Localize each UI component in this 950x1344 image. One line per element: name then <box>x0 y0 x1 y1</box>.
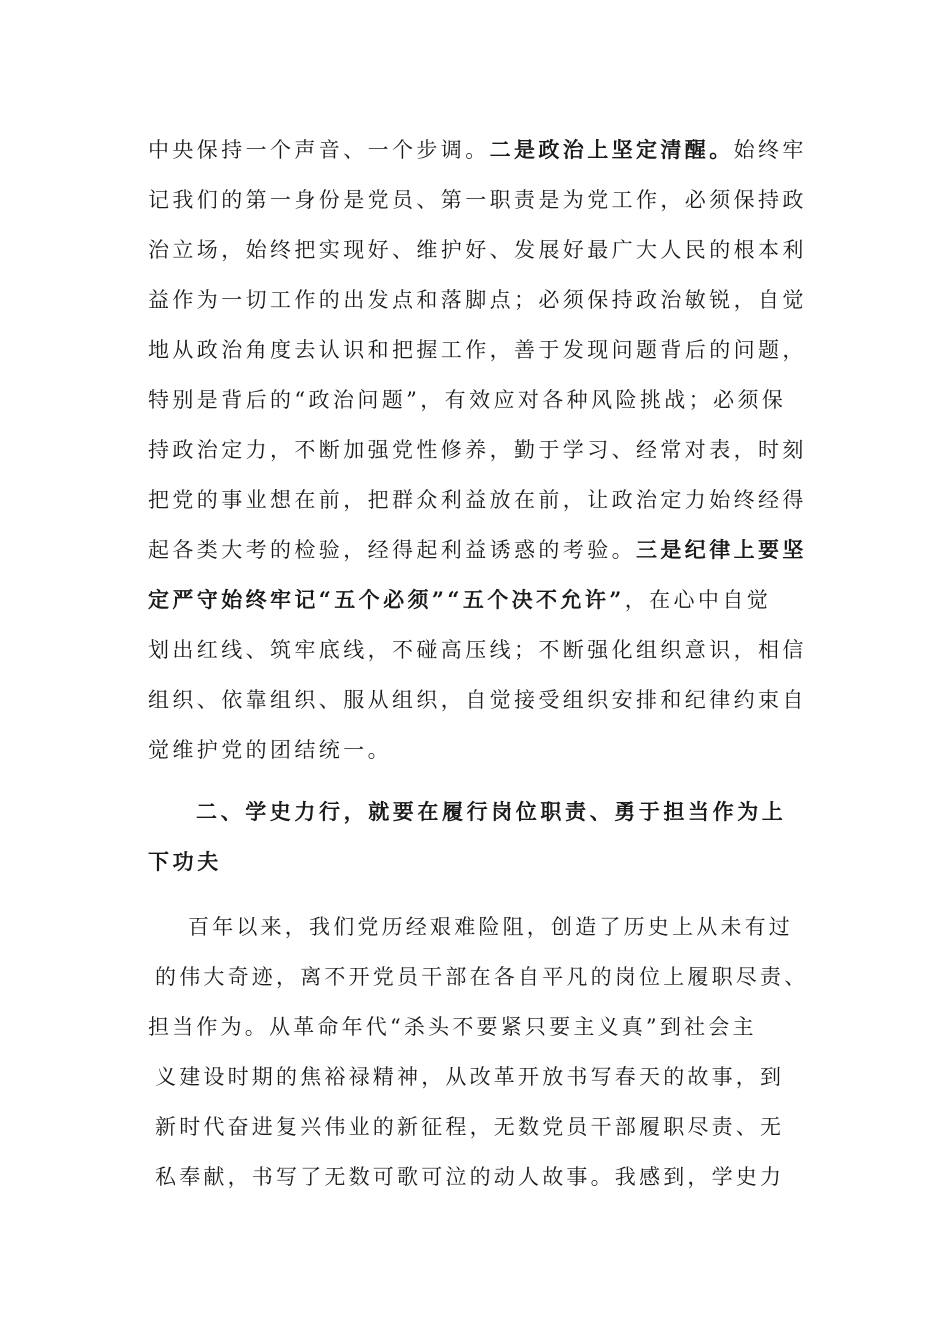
paragraph-line: 新时代奋进复兴伟业的新征程，无数党员干部履职尽责、无 <box>155 1115 785 1139</box>
paragraph-line: 义建设时期的焦裕禄精神，从改革开放书写春天的故事，到 <box>155 1065 785 1089</box>
paragraph-line <box>148 580 808 620</box>
paragraph-line: 百年以来，我们党历经艰难险阻，创造了历史上从未有过 <box>188 915 793 939</box>
bold-text-run: 定严守始终牢记“五个必须”“五个决不允许” <box>148 587 625 612</box>
text-run: 起各类大考的检验，经得起利益诱惑的考验。 <box>148 538 636 562</box>
paragraph-line: 私奉献，书写了无数可歌可泣的动人故事。我感到，学史力 <box>155 1165 785 1189</box>
paragraph-line: 觉维护党的团结统一。 <box>148 738 392 762</box>
text-run: ，在心中自觉 <box>624 588 772 612</box>
paragraph-line: 划出红线、筑牢底线，不碰高压线；不断强化组织意识，相信 <box>148 638 807 662</box>
paragraph-line: 治立场，始终把实现好、维护好、发展好最广大人民的根本利 <box>148 238 807 262</box>
paragraph-line: 特别是背后的“政治问题”，有效应对各种风险挑战；必须保 <box>148 388 787 412</box>
paragraph-line <box>148 530 808 570</box>
section-heading-line2: 下功夫 <box>148 850 222 874</box>
bold-text-run: 三是纪律上要坚 <box>636 537 807 562</box>
bold-text-run: 二是政治上坚定清醒。 <box>489 137 734 162</box>
paragraph-line: 把党的事业想在前，把群众利益放在前，让政治定力始终经得 <box>148 488 807 512</box>
paragraph-line: 记我们的第一身份是党员、第一职责是为党工作，必须保持政 <box>148 188 807 212</box>
paragraph-line: 的伟大奇迹，离不开党员干部在各自平凡的岗位上履职尽责、 <box>155 965 809 989</box>
paragraph-line: 组织、依靠组织、服从组织，自觉接受组织安排和纪律约束自 <box>148 688 807 712</box>
paragraph-line: 益作为一切工作的出发点和落脚点；必须保持政治敏锐，自觉 <box>148 288 807 312</box>
paragraph-line: 地从政治角度去认识和把握工作，善于发现问题背后的问题， <box>148 338 807 362</box>
text-run: 始终牢 <box>733 138 807 162</box>
text-run: 中央保持一个声音、一个步调。 <box>148 138 490 162</box>
section-heading-line1: 二、学史力行，就要在履行岗位职责、勇于担当作为上 <box>196 800 787 824</box>
paragraph-line <box>148 130 808 170</box>
paragraph-line: 担当作为。从革命年代“杀头不要紧只要主义真”到社会主 <box>148 1015 757 1039</box>
paragraph-line: 持政治定力，不断加强党性修养，勤于学习、经常对表，时刻 <box>148 438 807 462</box>
